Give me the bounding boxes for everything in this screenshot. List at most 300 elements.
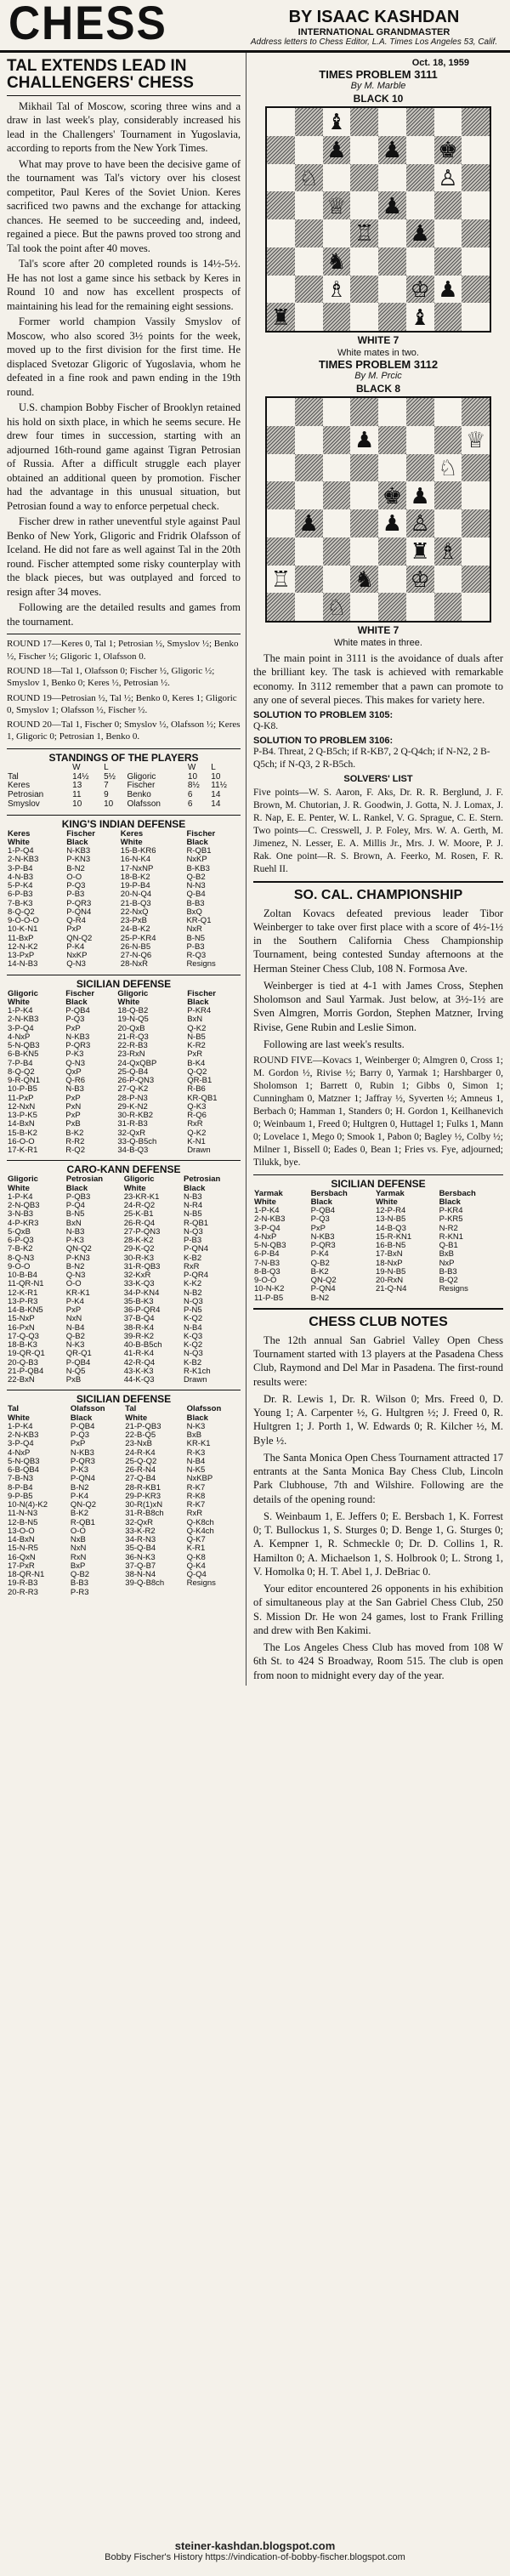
problem-date: Oct. 18, 1959 [411, 58, 469, 68]
move-cell: 13-N-B5 [375, 1214, 406, 1225]
move-row [7, 1579, 241, 1588]
board-square [462, 276, 490, 304]
move-cell: 27-P-QN3 [123, 1226, 161, 1237]
move-cell: KR-Q1 [186, 916, 212, 926]
move-cell: PxP [66, 924, 82, 935]
solvers-title: SOLVERS' LIST [343, 774, 413, 785]
player-color: Black [65, 997, 88, 1007]
board-square [267, 164, 295, 192]
move-cell: 14-BxN [8, 1535, 35, 1545]
problem-name: TIMES PROBLEM 3112 [318, 358, 439, 371]
move-cell: B-N2 [66, 863, 85, 873]
board-square [295, 276, 323, 304]
move-cell: K-K2 [184, 1279, 202, 1289]
game-title: CARO-KANN DEFENSE [7, 1160, 241, 1175]
board-square [295, 398, 323, 426]
move-cell: 6-B-QB4 [8, 1465, 39, 1476]
standings-cell: Benko [127, 790, 151, 800]
solvers-list: Five points—W. S. Aaron, F. Aks, Dr. R. R. Berglund, J. F. Brown, M. Chutorian, J. R. Goodwin, J. Gotta, N. J. Lomax, J. R. Nap, E. E. Penter, W. L. Rankel, V. G. Sprague, C. E. Stern. Two points—C. Cresswell, J. P. Foley, Mrs. W. A. Gerth, M. Jimenez, N. Lesser, E. A. Millis Jr., Mrs. J. W. Moore, P. J. Rak. One point—R. S. Brown, A. Feerko, M. Rosen, F. R. Ruehl II. [253, 788, 503, 874]
move-cell: 40-B-B5ch [123, 1340, 162, 1351]
move-cell: 21-P-QB4 [8, 1366, 44, 1376]
move-cell: 19-P-B4 [120, 881, 150, 891]
move-cell: 16-QxN [8, 1552, 36, 1562]
chess-piece-icon: ♕ [326, 192, 347, 219]
board-square [267, 398, 295, 426]
move-cell: Q-B2 [310, 1258, 330, 1268]
move-row [7, 1536, 241, 1544]
socal-title: SO. CAL. CHAMPIONSHIP [293, 887, 463, 902]
move-cell: P-B3 [186, 941, 205, 952]
round-result: ROUND 20—Tal 1, Fischer 0; Smyslov ½, Olafsson ½; Keres 1, Gligoric 0; Petrosian 1, Benko 0. [7, 719, 241, 742]
problem-author: By M. Marble [350, 81, 406, 91]
move-cell: 13-P-K5 [8, 1111, 37, 1121]
move-cell: 4-NxP [254, 1231, 277, 1242]
standings-header-cell: W [72, 762, 81, 772]
move-cell: 12-B-N5 [8, 1517, 38, 1527]
standings-cell: Gligoric [127, 771, 156, 782]
move-cell: PxP [65, 1023, 81, 1033]
move-cell: 35-B-K3 [123, 1296, 154, 1306]
move-cell: 20-N-Q4 [120, 890, 152, 900]
standings-cell: 5½ [104, 771, 116, 782]
move-cell: 22-R-B3 [117, 1041, 148, 1051]
move-cell: 38-N-N4 [125, 1570, 156, 1580]
standings-cell: Keres [8, 781, 31, 791]
move-cell: 13-PxP [8, 951, 35, 961]
move-cell: PxB [65, 1119, 81, 1129]
board-square [378, 566, 406, 594]
move-cell: B-K2 [65, 1128, 84, 1138]
move-cell: Q-Q2 [187, 1066, 207, 1077]
move-cell: 41-R-K4 [123, 1349, 155, 1359]
board-square [323, 593, 351, 621]
move-cell: Q-B2 [70, 1570, 90, 1580]
board-square [462, 426, 490, 454]
move-cell: 4-NxP [8, 1447, 31, 1458]
board-square [434, 191, 462, 219]
move-cell: P-KN3 [65, 1253, 90, 1263]
board-square [406, 191, 434, 219]
move-cell: N-KB3 [65, 1032, 90, 1042]
player-color: White [123, 1183, 146, 1193]
move-cell: 34-R-N3 [125, 1535, 156, 1545]
board-square [350, 303, 378, 331]
chess-piece-icon: ♟ [298, 510, 319, 537]
chess-piece-icon: ♟ [382, 510, 403, 537]
move-cell: QR-B1 [187, 1076, 212, 1086]
board-square [267, 219, 295, 247]
round-result: ROUND 18—Tal 1, Olafsson 0; Fischer ½, Gligoric ½; Smyslov 1, Benko 0; Keres ½, Petrosian ½. [7, 665, 215, 689]
move-cell: 15-N-R5 [8, 1544, 38, 1554]
article-paragraph: Tal's score after 20 completed rounds is 14½-5½. He has not lost a game since his setback by Keres in Round 10 and now has excellent prospects of maintaining his lead for the remaining eight sessions. [7, 258, 241, 312]
board-square [434, 537, 462, 566]
move-cell: 25-Q-B4 [117, 1066, 149, 1077]
board-square [434, 276, 462, 304]
board-square [267, 108, 295, 136]
socal-paragraph: Following are last week's results. [264, 1038, 405, 1050]
move-cell: P-QN4 [310, 1284, 336, 1294]
move-cell: 16-PxN [8, 1322, 35, 1333]
move-cell: 31-R-B3 [117, 1119, 148, 1129]
standings-cell: 11 [72, 790, 82, 800]
move-cell: N-KB3 [66, 846, 91, 856]
player-name: Petrosian [184, 1174, 221, 1185]
board-square [434, 303, 462, 331]
move-cell: NxN [65, 1314, 82, 1324]
move-cell: Drawn [187, 1146, 211, 1156]
move-cell: 34-B-Q3 [117, 1146, 149, 1156]
move-cell: 42-R-Q4 [123, 1357, 156, 1368]
move-cell: 21-B-Q3 [120, 898, 151, 908]
board-square [350, 247, 378, 276]
standings-cell: Petrosian [8, 790, 44, 800]
move-cell: 20-QxB [117, 1023, 145, 1033]
chess-piece-icon: ♟ [410, 482, 430, 509]
move-cell: B-K2 [70, 1509, 89, 1519]
standings-cell: 14½ [72, 771, 89, 782]
player-color: Black [310, 1197, 332, 1207]
move-cell: 29-K-Q2 [123, 1244, 155, 1254]
move-row [7, 1501, 241, 1510]
player-name: Fischer [187, 988, 216, 998]
player-name: Fischer [186, 828, 216, 839]
board-square [434, 247, 462, 276]
board-square [406, 164, 434, 192]
move-cell: P-N5 [184, 1305, 202, 1316]
move-cell: Q-K4 [186, 1561, 206, 1571]
move-cell: 9-O-O [254, 1276, 277, 1286]
game-head [7, 990, 241, 1008]
move-row [253, 1285, 503, 1294]
board-square [295, 566, 323, 594]
move-cell: Q-R6 [65, 1076, 85, 1086]
board-square [406, 426, 434, 454]
move-cell: 13-P-R3 [8, 1296, 38, 1306]
board-square [350, 566, 378, 594]
board-square [434, 219, 462, 247]
move-cell: B-K4 [187, 1058, 206, 1068]
move-cell: N-B5 [184, 1209, 202, 1220]
move-cell: 22-B-Q5 [125, 1430, 156, 1441]
move-row [7, 1484, 241, 1493]
move-cell: 43-K-K3 [123, 1366, 154, 1376]
move-cell: 8-P-B4 [8, 1482, 33, 1493]
standings-cell: 6 [187, 799, 193, 809]
board-square [434, 481, 462, 509]
move-cell: 10-N(4)-K2 [8, 1500, 48, 1510]
socal-game [253, 1174, 503, 1303]
move-cell: 11-P-B5 [254, 1293, 284, 1303]
move-cell: 2-N-KB3 [254, 1214, 286, 1225]
move-cell: 27-N-Q6 [120, 951, 152, 961]
club-note-paragraph: Dr. R. Lewis 1, Dr. R. Wilson 0; Mrs. Freed 0, D. Young 1; A. Carpenter ½, G. Hultgren ½; J. Freed 0, R. Hultgren 1; J. Porth 1, W. Edwards 0; R. Kilcher ½, M. Byle ½. [253, 1392, 503, 1447]
move-cell: K-R1 [186, 1544, 206, 1554]
board-square [323, 426, 351, 454]
move-cell: 39-R-K2 [123, 1331, 155, 1341]
player-color: Black [186, 837, 208, 847]
move-cell: 28-P-N3 [117, 1093, 148, 1103]
move-cell: QR-Q1 [65, 1349, 92, 1359]
black-piece-count: BLACK 8 [355, 383, 400, 395]
move-cell: R-K1ch [184, 1366, 211, 1376]
board-square [350, 108, 378, 136]
board-square [378, 454, 406, 482]
move-cell [439, 1294, 503, 1303]
move-cell: B-Q2 [439, 1276, 458, 1286]
move-cell: 14-B-KN5 [8, 1305, 43, 1316]
move-cell: 8-Q-N3 [8, 1253, 35, 1263]
standings-cell: 8½ [187, 781, 200, 791]
move-cell: 30-R-K3 [123, 1253, 155, 1263]
board-square [323, 509, 351, 537]
chess-board [265, 396, 491, 623]
board-square [295, 537, 323, 566]
board-square [295, 481, 323, 509]
move-cell: B-KB3 [186, 863, 210, 873]
move-cell: K-Q2 [184, 1314, 203, 1324]
player-color: White [8, 837, 30, 847]
move-cell: Resigns [186, 1578, 216, 1589]
move-cell: 18-QR-N1 [8, 1570, 45, 1580]
standings-cell: 14 [211, 799, 221, 809]
move-cell: 11-N-N3 [8, 1509, 38, 1519]
move-cell: P-Q3 [66, 881, 86, 891]
move-cell: P-K4 [65, 1296, 84, 1306]
player-color: White [117, 997, 140, 1007]
move-cell: 22-NxQ [120, 907, 149, 917]
chess-piece-icon: ♔ [410, 276, 430, 302]
move-cell: 9-O-O [8, 1261, 31, 1271]
move-cell: N-KB3 [70, 1447, 94, 1458]
board-square [350, 509, 378, 537]
move-cell: NxKBP [186, 1474, 213, 1484]
move-cell: NxKP [186, 855, 207, 865]
move-cell: Q-B1 [439, 1241, 458, 1251]
move-cell: 7-P-B4 [8, 1058, 33, 1068]
board-square [378, 593, 406, 621]
move-row [7, 1376, 241, 1385]
column-title: CHESS [8, 0, 167, 49]
board-square [378, 219, 406, 247]
move-cell: 32-QxR [117, 1128, 146, 1138]
board-square [406, 454, 434, 482]
board-square [462, 136, 490, 164]
move-cell: 12-NxN [8, 1101, 36, 1112]
chess-piece-icon: ♜ [410, 538, 430, 565]
board-square [406, 593, 434, 621]
move-cell: 23-NxB [125, 1439, 152, 1449]
move-cell: 23-PxB [120, 916, 147, 926]
move-cell: B-B3 [439, 1266, 457, 1277]
move-cell: RxN [70, 1552, 87, 1562]
move-row [7, 1423, 241, 1431]
standings-header-cell [127, 764, 187, 773]
move-cell: O-O [66, 872, 82, 882]
game-score-table [7, 1175, 241, 1385]
move-row [7, 1440, 241, 1448]
game-head [7, 830, 241, 848]
move-cell: Q-K7 [186, 1535, 206, 1545]
game-moves [7, 847, 241, 970]
move-cell: 18-NxP [375, 1258, 403, 1268]
move-cell: 23-KR-K1 [123, 1191, 160, 1202]
move-cell: Q-K8 [186, 1552, 206, 1562]
board-square [378, 537, 406, 566]
player-color: Black [66, 837, 88, 847]
player-name: Yarmak [254, 1188, 283, 1198]
move-cell: N-KB3 [310, 1231, 335, 1242]
move-cell: P-QN4 [184, 1244, 209, 1254]
move-cell: 21-R-Q3 [117, 1032, 149, 1042]
board-square [434, 164, 462, 192]
chess-piece-icon: ♝ [410, 304, 430, 330]
board-square [350, 481, 378, 509]
move-cell: 14-BxN [8, 1119, 35, 1129]
divider [253, 881, 503, 883]
board-square [350, 537, 378, 566]
move-cell: 37-Q-B7 [125, 1561, 156, 1571]
move-cell: B-N2 [65, 1261, 85, 1271]
board-square [323, 136, 351, 164]
move-cell: 3-P-B4 [8, 863, 33, 873]
board-square [267, 426, 295, 454]
socal-paragraph: Zoltan Kovacs defeated previous leader Tibor Weinberger to take over first place with a score of 4½-1½ in the Southern California Chess Championship Tournament, being contested Sunday afternoons at the Herman Steiner Chess Club, 108 N. Formosa Ave. [253, 907, 503, 975]
move-cell: K-Q2 [184, 1340, 203, 1351]
board-square [406, 398, 434, 426]
move-cell: PxP [310, 1223, 326, 1233]
game-title: SICILIAN DEFENSE [7, 975, 241, 990]
board-square [323, 247, 351, 276]
player-name: Fischer [66, 828, 95, 839]
chess-piece-icon: ♖ [270, 566, 292, 592]
chess-piece-icon: ♘ [438, 454, 458, 481]
problem-caption: White mates in two. [337, 348, 419, 358]
board-square [350, 136, 378, 164]
player-name: Gligoric [117, 988, 149, 998]
board-square [462, 303, 490, 331]
move-cell: 8-B-Q3 [254, 1266, 280, 1277]
standings-cell: 6 [187, 790, 193, 800]
move-cell: 12-P-R4 [375, 1206, 406, 1216]
move-cell: 1-P-K4 [8, 1421, 33, 1431]
move-cell: P-QR3 [66, 898, 92, 908]
chess-piece-icon: ♝ [326, 109, 347, 135]
move-cell: 11-QR-N1 [8, 1279, 44, 1289]
move-cell: R-Q2 [65, 1146, 85, 1156]
move-cell: P-Q3 [65, 1015, 85, 1025]
game-moves [7, 1193, 241, 1385]
move-cell: BxN [65, 1218, 82, 1228]
move-cell: BxN [187, 1015, 203, 1025]
move-cell: 19-R-B3 [8, 1578, 38, 1589]
move-cell: 25-Q-Q2 [125, 1456, 157, 1466]
solutions [253, 710, 503, 771]
move-cell: P-QB4 [70, 1421, 95, 1431]
board-square [434, 509, 462, 537]
board-square [267, 537, 295, 566]
player-color: Black [70, 1413, 93, 1423]
move-cell: K-B2 [184, 1253, 202, 1263]
move-row [7, 1458, 241, 1466]
problem-name: TIMES PROBLEM 3111 [319, 68, 438, 81]
move-cell: 18-B-K3 [8, 1340, 37, 1351]
move-cell: O-O [65, 1279, 82, 1289]
move-cell: 29-P-KR3 [125, 1491, 161, 1501]
board-square [462, 219, 490, 247]
move-cell: 22-BxN [8, 1375, 35, 1385]
move-cell: 26-N-B5 [120, 941, 151, 952]
move-cell: PxP [70, 1439, 86, 1449]
move-cell: P-K4 [66, 941, 85, 952]
player-color: White [8, 1413, 30, 1423]
standings-table [7, 764, 241, 810]
game-head [7, 1175, 241, 1193]
move-cell: 14-N-B3 [8, 959, 38, 970]
chess-problems [253, 58, 503, 648]
move-cell: N-B3 [65, 1084, 84, 1095]
board-square [295, 509, 323, 537]
board-square [378, 426, 406, 454]
chess-board [265, 106, 491, 333]
game-scores [7, 815, 241, 1597]
move-cell: BxQ [186, 907, 202, 917]
divider [253, 1308, 503, 1310]
move-cell: P-R3 [70, 1587, 89, 1597]
board-square [323, 398, 351, 426]
move-cell: 17-Q-Q3 [8, 1331, 39, 1341]
move-row [253, 1294, 503, 1303]
standings-cell: 10 [187, 771, 198, 782]
footer-site: steiner-kashdan.blogspot.com [174, 2539, 336, 2552]
standings-cell: Smyslov [8, 799, 40, 809]
move-cell: Q-N3 [65, 1271, 86, 1281]
move-cell: Q-K2 [187, 1023, 207, 1033]
move-cell: 8-Q-Q2 [8, 907, 35, 917]
move-cell: P-Q4 [65, 1201, 85, 1211]
move-cell: 16-B-N5 [375, 1241, 406, 1251]
right-column [246, 53, 510, 1686]
game-score-table [7, 990, 241, 1156]
move-cell: P-QB4 [65, 1357, 91, 1368]
move-cell: 17-K-R1 [8, 1146, 38, 1156]
move-cell: P-QN4 [70, 1474, 95, 1484]
chess-piece-icon: ♚ [382, 482, 403, 509]
move-cell: P-B3 [184, 1236, 202, 1246]
game-title: KING'S INDIAN DEFENSE [7, 815, 241, 830]
move-cell: P-KR4 [187, 1006, 212, 1016]
move-cell: N-K3 [186, 1421, 206, 1431]
board-square [267, 191, 295, 219]
player-name: Olafsson [186, 1404, 222, 1414]
board-square [462, 398, 490, 426]
move-cell: 29-K-N2 [117, 1101, 148, 1112]
game-score-table [253, 1190, 503, 1303]
move-cell: 17-BxN [375, 1249, 403, 1260]
standings-cell: 10 [211, 771, 221, 782]
board-square [406, 537, 434, 566]
standings-cell: Tal [8, 771, 19, 782]
move-cell: Resigns [186, 959, 216, 970]
credential: INTERNATIONAL GRANDMASTER [298, 26, 450, 37]
move-cell: P-Q3 [310, 1214, 330, 1225]
move-cell: 7-B-K2 [8, 1244, 33, 1254]
move-cell: P-QB4 [65, 1006, 90, 1016]
move-cell: NxN [70, 1544, 87, 1554]
move-cell: 1-P-K4 [254, 1206, 280, 1216]
move-cell: R-Q6 [187, 1111, 207, 1121]
game-moves [7, 1007, 241, 1155]
move-cell [375, 1294, 439, 1303]
